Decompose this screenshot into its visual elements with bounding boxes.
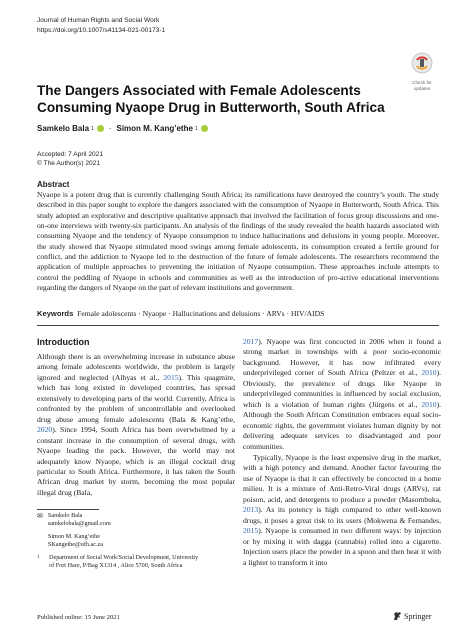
publisher-name: Springer [404,611,432,621]
check-updates-icon [411,52,433,74]
paragraph: 2017). Nyaope was first concocted in 2006 when it found a strong market in townships with a poor socio-economic background. However, it has now infiltrated every underprivileged corner of South Africa (Peltzer et al., 2010). Obviously, the prevalence of drugs like Nyaope in underprivileged communities is influenced by social exclusion, which is a violation of human rights (Jürgens et al., 2010). Although the South African Constitution embraces equal socio-economic rights, the government violates human dignity by not delivering adequate services to disadvantaged and poor communities. [243,337,441,451]
author-separator: · [108,124,112,133]
citation-link[interactable]: 2013 [243,505,259,515]
author-contact [37,512,237,570]
author-contact-name: Samkelo Bala [47,512,83,519]
keywords-text: Female adolescents · Nyaope · Hallucinations and delusions · ARVs · HIV/AIDS [77,309,325,318]
email-link[interactable]: samkelobala@gmail.com [47,520,111,528]
footnote-divider [37,509,99,510]
right-column [243,337,441,568]
copyright: © The Author(s) 2021 [37,160,101,167]
doi-link[interactable]: https://doi.org/10.1007/s41134-021-00173-1 [37,26,166,34]
citation-link[interactable]: 2010 [421,368,437,378]
abstract-heading: Abstract [37,180,70,189]
author-list [37,124,208,133]
author-name[interactable]: Simon M. Kang’ethe [116,124,193,133]
abstract-text: Nyaope is a potent drug that is currently challenging South Africa; its ramifications have destroyed the country’s youth. The study described in this paper sought to explore the dangers associated with the consumption of Nyaope in Butterworth, South Africa. This study adopted an explorative and descriptive qualitative approach that involved the facilitation of focus group discussions and one-on-one interviews with twenty-six participants. An analysis of the findings of the study revealed the health hazards associated with consuming Nyaope and the tendency of Nyaope consumption to induce hallucinations and delusions in young people. Moreover, the study showed that Nyaope stimulated mood swings among female adolescents, its consumption created a fertile ground for conflict, and the addiction to Nyaope led to the destruction of the future of female adolescents. The researchers recommend the application of multiple approaches to preventing the initiation of Nyaope consumption. These approaches include attempts to control the peddling of Nyaope in schools and communities as well as the introduction of pro-active educational interventions regarding the dangers of Nyaope on the part of relevant institutions and government. [37,190,439,293]
affiliation: of Fort Hare, P/Bag X1314 , Alice 5700, South Africa [49,562,183,570]
accepted-date: Accepted: 7 April 2021 [37,151,103,158]
left-column [37,352,235,498]
citation-link[interactable]: 2010 [421,399,437,409]
affiliation-number: 1 [37,554,40,560]
keywords-label: Keywords [37,309,74,318]
check-for-updates-badge[interactable] [405,52,439,91]
author-affiliation-mark: 1 [194,125,198,132]
keywords [37,309,439,318]
email-link[interactable]: SKangethe@ufh.ac.za [47,541,104,549]
article-meta [37,150,103,168]
section-divider [37,325,439,326]
badge-label: Check for updates [412,80,432,91]
envelope-icon: ✉ [37,512,43,520]
published-date: Published online: 15 June 2021 [37,614,120,621]
paper-title: The Dangers Associated with Female Adolescents Consuming Nyaope Drug in Butterworth, South Africa [37,83,385,115]
springer-logo [393,611,432,621]
citation-link[interactable]: 2017 [243,337,259,346]
journal-name: Journal of Human Rights and Social Work [37,17,160,24]
paragraph: Typically, Nyaope is the least expensive drug in the market, with a high potency and demand. Another factor favouring the use of Nyaope is that it can effectively be concocted in a home milieu. It is a mixture of Anti-Retro-Viral drugs (ARVs), rat poison, acid, and detergents to produce a powder (Masombuka, 2013). As its potency is high compared to other well-known drugs, it poses a great risk to its users (Mokwena & Fernandes, 2015). Nyaope is consumed in two different ways: by injection or by mixing it with dagga (cannabis) rolled into a cigarette. Injection users place the powder in a spoon and then heat it with a lighter to transform it into [243,452,441,567]
paragraph: Although there is an overwhelming increase in substance abuse among female adolescents worldwide, the problem is largely ignored and neglected (Alhyas et al., 2015). This quagmire, which has long existed in developed countries, has spread extensively to developing parts of the world. Currently, Africa is confronted by the problem of uncontrollable and overlooked drug abuse among female adolescents (Bala & Kang’ethe, 2020). Since 1994, South Africa has been overwhelmed by a constant increase in the consumption of several drugs, with Nyaope leading the pack. However, the world may not adequately know Nyaope, which is an illegal cocktail drug particular to South Africa. Furthermore, it has taken the South African drug market by storm, becoming the most popular illegal drug (Bala, [37,352,235,497]
affiliation: Department of Social Work/Social Development, University [49,553,199,561]
author-contact-name: Simon M. Kang’ethe [47,532,100,540]
orcid-icon[interactable] [97,125,104,132]
citation-link[interactable]: 2015 [163,372,179,382]
orcid-icon[interactable] [201,125,208,132]
citation-link[interactable]: 2015 [243,526,259,536]
springer-horse-icon [393,611,402,621]
author-affiliation-mark: 1 [91,125,94,132]
journal-header [37,16,165,35]
author-name[interactable]: Samkelo Bala [37,124,90,133]
introduction-heading: Introduction [37,337,90,347]
citation-link[interactable]: 2020 [37,425,53,435]
